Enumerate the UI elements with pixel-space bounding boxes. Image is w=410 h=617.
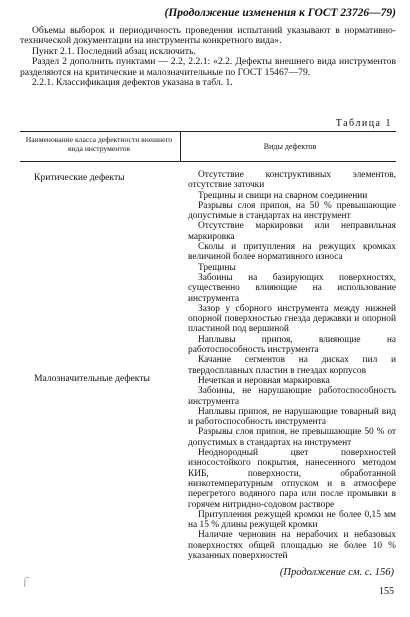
- table-header-class: Наименование класса дефектности внешнего вида инструментов: [25, 135, 173, 153]
- critical-defect-item: Забоины на базирующих поверхностях, существенно влияющие на использование инструмента: [188, 272, 396, 304]
- critical-defect-item: Трещины: [198, 262, 236, 273]
- minor-defect-item: Нечеткая и неровная маркировка: [198, 375, 330, 386]
- intro-paragraph-4: 2.2.1. Классификация дефектов указана в табл. 1.: [32, 77, 233, 89]
- minor-defect-item: Забоины, не нарушающие работоспособность инструмента: [188, 386, 396, 407]
- table-top-rule: [20, 131, 396, 132]
- table-title: Таблица 1: [335, 118, 392, 129]
- category-minor: Малозначительные дефекты: [34, 373, 150, 384]
- table-header-defects: Виды дефектов: [263, 142, 317, 151]
- critical-defect-item: Зазор у сборного инструмента между нижней опорной поверхностью гнезда державки и опорной пластиной под вершиной: [188, 303, 396, 335]
- intro-text: [20, 26, 396, 88]
- page-number: 155: [379, 586, 394, 597]
- critical-defect-item: Качание сегментов на дисках пил и твердосплавных пластин в гнездах корпусов: [188, 355, 396, 376]
- table-column-divider: [180, 131, 181, 161]
- intro-paragraph-2: Пункт 2.1. Последний абзац исключить.: [32, 45, 196, 57]
- critical-defect-item: Трещины и свищи на сварном соединении: [198, 190, 368, 201]
- margin-mark: |‾: [24, 577, 29, 587]
- critical-defect-item: Разрывы слоя припоя, на 50 % превышающие допустимые в стандартах на инструмент: [188, 200, 396, 222]
- defect-list: [188, 170, 396, 561]
- intro-paragraph-1: Объемы выборок и периодичность проведения испытаний указывают в нормативно-технической документации на инструменты конкретного вида».: [20, 25, 396, 47]
- minor-defect-item: Наличие черновин на нерабочих и небазовых поверхностях общей площадью не более 10 % указанных поверхностей: [188, 530, 396, 561]
- critical-defect-item: Сколы и притупления на режущих кромках величиной более нормативного износа: [188, 242, 396, 263]
- continuation-note: (Продолжение см. с. 156): [279, 567, 394, 578]
- minor-defect-item: Неоднородный цвет поверхностей износостойкого покрытия, нанесенного методом КИБ, поверхности, обработанной низкотемпературным отпуском и в атмосфере перегретого водяного пара или после промывки в горячем нитридно-содовом растворе: [188, 448, 396, 510]
- critical-defect-item: Отсутствие конструктивных элементов, отсутствие заточки: [188, 170, 396, 191]
- category-critical: Критические дефекты: [34, 172, 125, 183]
- intro-paragraph-3: Раздел 2 дополнить пунктами — 2.2, 2.2.1: «2.2. Дефекты внешнего вида инструментов разделяются на критические и малозначительные по ГОСТ 15467—79.: [20, 56, 396, 78]
- critical-defect-item: Наплывы припоя, влияющие на работоспособность инструмента: [188, 334, 396, 356]
- critical-defect-item: Отсутствие маркировки или неправильная маркировка: [188, 221, 396, 242]
- minor-defect-item: Разрывы слоя припоя, не превышающие 50 % от допустимых в стандартах на инструмент: [188, 427, 396, 448]
- minor-defect-item: Притупления режущей кромки не более 0,15 мм на 15 % длины режущей кромки: [188, 509, 396, 531]
- minor-defect-item: Наплывы припоя, не нарушающие товарный вид и работоспособность инструмента: [188, 406, 396, 428]
- table-header-rule: [20, 161, 396, 162]
- page-header: (Продолжение изменения к ГОСТ 23726—79): [164, 7, 396, 19]
